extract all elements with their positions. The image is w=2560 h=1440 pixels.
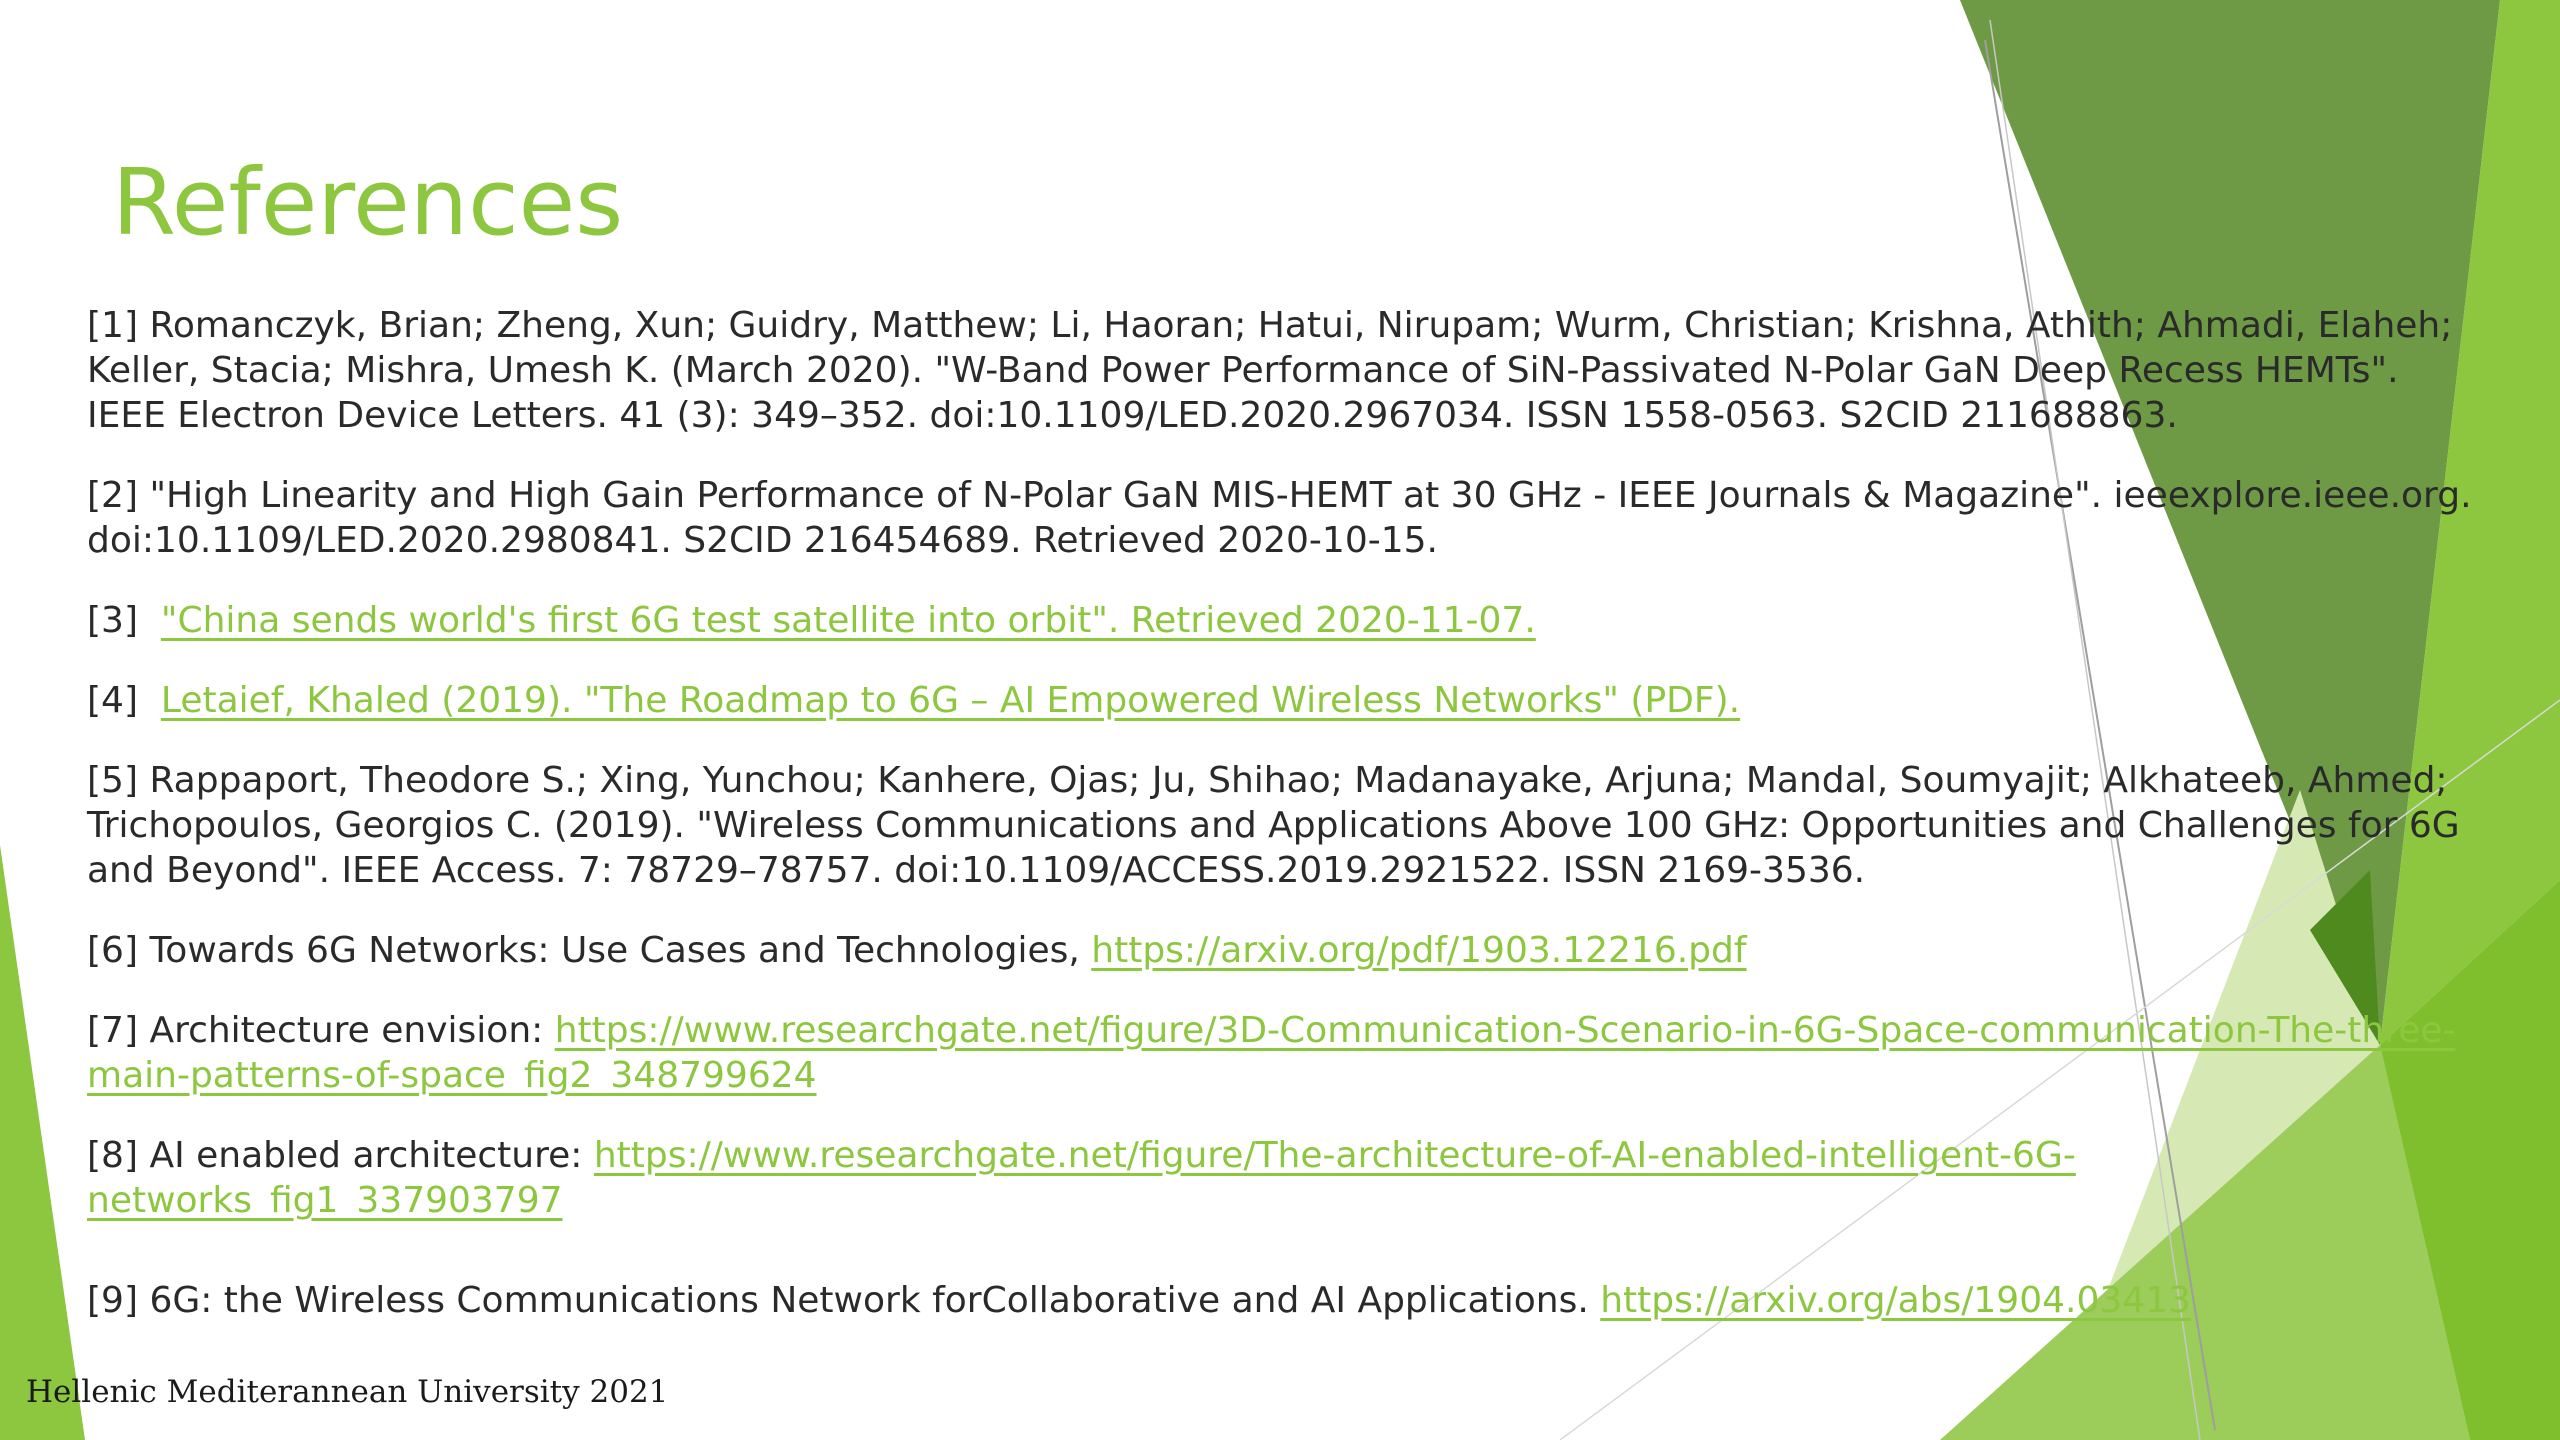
reference-item-7 xyxy=(87,1008,2487,1098)
footer-text: Hellenic Mediterannean University 2021 xyxy=(26,1374,669,1410)
reference-link-6[interactable]: https://arxiv.org/pdf/1903.12216.pdf xyxy=(1091,930,1747,971)
reference-link-7[interactable]: https://www.researchgate.net/figure/3D-Communication-Scenario-in-6G-Space-communication-The-three-main-patterns-of-space_fig2_348799624 xyxy=(87,1010,2456,1096)
slide-title: References xyxy=(112,149,624,256)
reference-item-3 xyxy=(87,598,2487,643)
deco-left-sliver xyxy=(0,845,85,1440)
reference-link-3[interactable]: "China sends world's first 6G test satellite into orbit". Retrieved 2020-11-07. xyxy=(160,600,1536,641)
reference-prefix: [3] xyxy=(87,600,161,641)
references-list xyxy=(87,303,2487,1358)
reference-prefix: [4] xyxy=(87,680,161,721)
reference-prefix: [8] AI enabled architecture: xyxy=(87,1135,594,1176)
reference-link-9[interactable]: https://arxiv.org/abs/1904.03413 xyxy=(1600,1280,2191,1321)
reference-prefix: [7] Architecture envision: xyxy=(87,1010,555,1051)
reference-link-4[interactable]: Letaief, Khaled (2019). "The Roadmap to 6G – AI Empowered Wireless Networks" (PDF). xyxy=(160,680,1741,721)
reference-item-1: [1] Romanczyk, Brian; Zheng, Xun; Guidry, Matthew; Li, Haoran; Hatui, Nirupam; Wurm, Christian; Krishna, Athith; Ahmadi, Elaheh; Keller, Stacia; Mishra, Umesh K. (March 2020). "W-Band Power Performance of SiN-Passivated N-Polar GaN Deep Recess HEMTs". IEEE Electron Device Letters. 41 (3): 349–352. doi:10.1109/LED.2020.2967034. ISSN 1558-0563. S2CID 211688863. xyxy=(87,305,2453,436)
reference-item-6 xyxy=(87,928,2487,973)
reference-item-4 xyxy=(87,678,2487,723)
reference-item-5: [5] Rappaport, Theodore S.; Xing, Yunchou; Kanhere, Ojas; Ju, Shihao; Madanayake, Arjuna; Mandal, Soumyajit; Alkhateeb, Ahmed; Trichopoulos, Georgios C. (2019). "Wireless Communications and Applications Above 100 GHz: Opportunities and Challenges for 6G and Beyond". IEEE Access. 7: 78729–78757. doi:10.1109/ACCESS.2019.2921522. ISSN 2169-3536. xyxy=(87,760,2460,891)
reference-item-2: [2] "High Linearity and High Gain Performance of N-Polar GaN MIS-HEMT at 30 GHz - IEEE Journals & Magazine". ieeexplore.ieee.org. doi:10.1109/LED.2020.2980841. S2CID 216454689. Retrieved 2020-10-15. xyxy=(87,475,2472,561)
reference-prefix: [6] Towards 6G Networks: Use Cases and Technologies, xyxy=(87,930,1092,971)
reference-item-8 xyxy=(87,1133,2487,1223)
reference-item-9 xyxy=(87,1278,2487,1323)
reference-prefix: [9] 6G: the Wireless Communications Network forCollaborative and AI Applications. xyxy=(87,1280,1601,1321)
reference-link-8[interactable]: https://www.researchgate.net/figure/The-architecture-of-AI-enabled-intelligent-6G-networks_fig1_337903797 xyxy=(87,1135,2076,1221)
